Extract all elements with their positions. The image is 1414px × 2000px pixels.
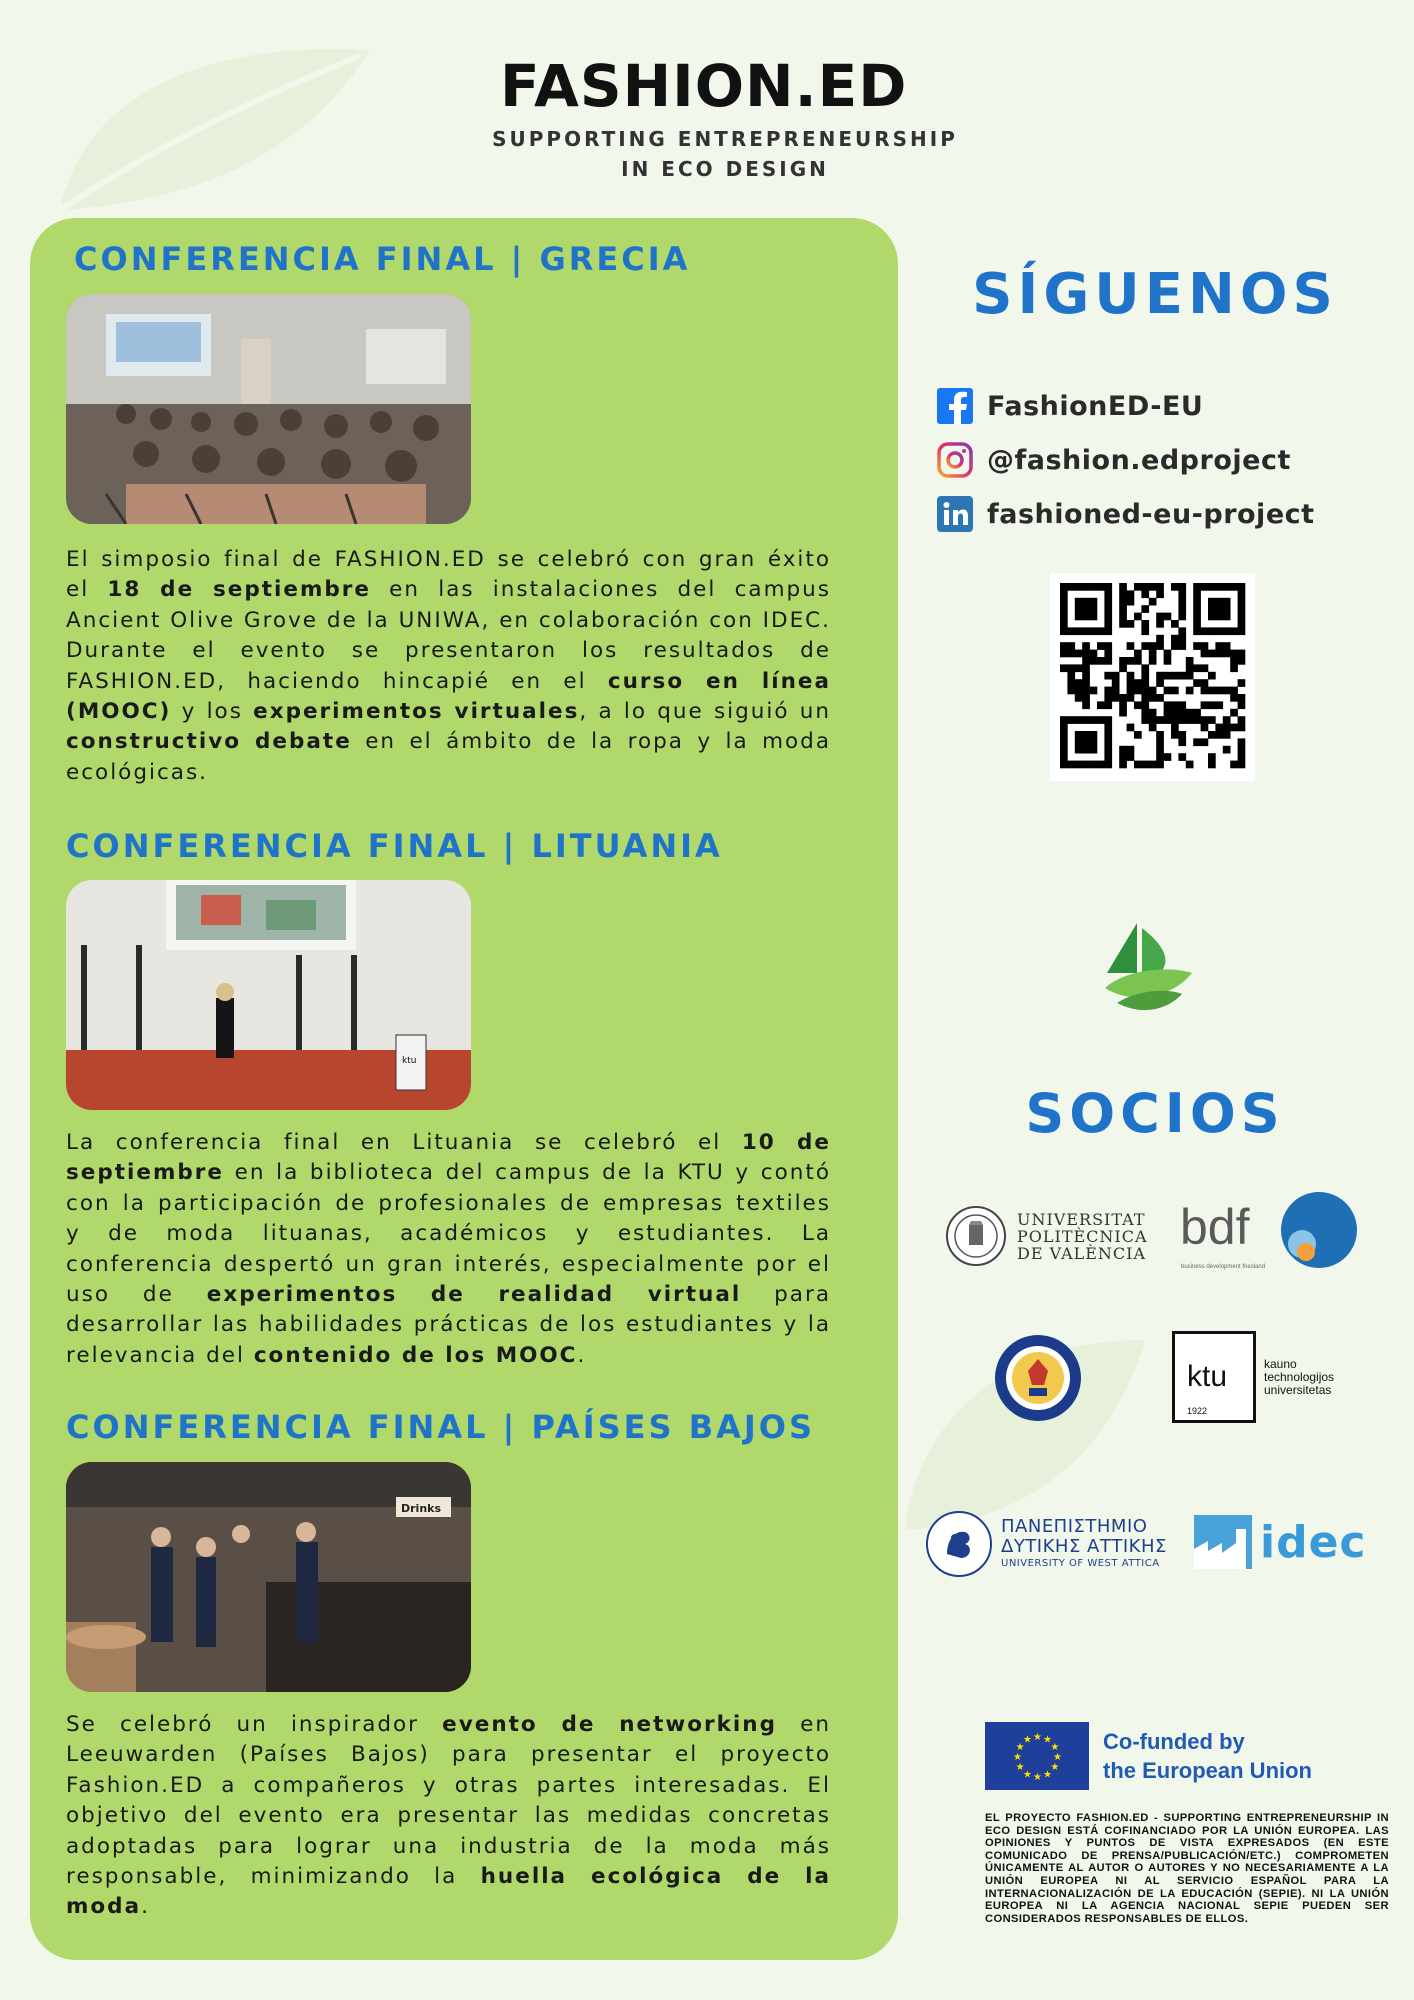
highlight-text: evento de networking: [442, 1712, 777, 1737]
linkedin-link[interactable]: [937, 496, 1315, 532]
uniwa-name-line: ΔΥΤΙΚΗΣ ΑΤΤΙΚΗΣ: [1001, 1536, 1167, 1557]
eu-star-icon: ★: [1015, 1762, 1025, 1773]
eu-star-icon: ★: [1013, 1752, 1022, 1763]
section-title-lituania: CONFERENCIA FINAL | LITUANIA: [66, 827, 723, 865]
body-text-segment: .: [577, 1342, 587, 1368]
eu-star-icon: ★: [1015, 1742, 1025, 1753]
partners-title: SOCIOS: [1025, 1082, 1285, 1145]
section-title-grecia: CONFERENCIA FINAL | GRECIA: [74, 240, 691, 278]
idec-wordmark: idec: [1260, 1516, 1367, 1568]
ktu-name-line: kauno: [1264, 1356, 1297, 1371]
instagram-icon: [937, 442, 973, 478]
eu-star-icon: ★: [1033, 1772, 1042, 1783]
eu-disclaimer: EL PROYECTO FASHION.ED - SUPPORTING ENTREPRENEURSHIP IN ECO DESIGN ESTÁ COFINANCIADO POR LA UNIÓN EUROPEA. LAS OPINIONES Y PUNTOS DE VISTA EXPRESADOS (EN ESTE COMUNICADO DE PRENSA/PUBLICACIÓN/ETC.) COMPROMETEN ÚNICAMENTE AL AUTOR O AUTORES Y NO NECESARIAMENTE A LA UNIÓN EUROPEA NI AL SERVICIO ESPAÑOL PARA LA INTERNACIONALIZACIÓN DE LA EDUCACIÓN (SEPIE). NI LA UNIÓN EUROPEA NI LA AGENCIA NACIONAL SEPIE PUEDEN SER CONSIDERADOS RESPONSABLES DE ELLOS.: [985, 1812, 1389, 1925]
eu-star-icon: ★: [1023, 1769, 1032, 1781]
body-text-segment: La conferencia final en Lituania se celebró el: [66, 1130, 742, 1155]
eu-cofunded-badge: [985, 1722, 1312, 1790]
svg-text:Drinks: Drinks: [401, 1502, 442, 1515]
highlight-text: experimentos de realidad virtual: [206, 1282, 742, 1308]
partner-bdf-logo[interactable]: [1180, 1192, 1360, 1272]
instagram-handle: @fashion.edproject: [987, 444, 1291, 476]
body-text-segment: en las instalaciones del campus Ancient Olive Grove de la UNIWA, en colaboración con IDEC. Durante el evento se presentaron los resultados de FASHION.ED, haciendo hincapié en el: [66, 577, 831, 694]
eu-star-icon: ★: [1053, 1752, 1062, 1763]
brand-logo: FASHION.ED: [500, 52, 908, 120]
linkedin-icon: [937, 496, 973, 532]
leaf-watermark-top-icon: [40, 20, 380, 220]
photo-lituania: [66, 880, 471, 1110]
eu-star-icon: ★: [1043, 1734, 1052, 1746]
photo-grecia: [66, 294, 471, 524]
bdf-subtitle: business development friesland: [1181, 1264, 1266, 1270]
facebook-link[interactable]: [937, 388, 1203, 424]
eco-leaf-logo-icon: [1097, 918, 1197, 1018]
svg-text:ktu: ktu: [402, 1056, 417, 1066]
ktu-year: 1922: [1187, 1406, 1208, 1416]
body-text-segment: para desarrollar las habilidades prácticas de los estudiantes y la relevancia del: [66, 1282, 831, 1368]
section-text-grecia: [66, 545, 831, 788]
partner-uniwa-logo[interactable]: [925, 1510, 1167, 1578]
eu-star-icon: ★: [1043, 1769, 1052, 1781]
eu-line: the European Union: [1103, 1758, 1312, 1783]
partner-upv-logo[interactable]: [945, 1205, 1148, 1267]
ktu-wordmark: ktu: [1187, 1360, 1228, 1393]
uniwa-seal-icon: [925, 1510, 993, 1578]
highlight-text: experimentos virtuales: [253, 699, 580, 725]
bdf-wordmark: bdf: [1180, 1199, 1250, 1255]
tagline: [470, 124, 980, 184]
body-text-segment: .: [141, 1894, 150, 1920]
facebook-handle: FashionED-EU: [987, 390, 1204, 422]
uniwa-name-line: ΠΑΝΕΠΙΣΤΗΜΙΟ: [1001, 1516, 1148, 1537]
highlight-text: huella ecológica de la moda: [66, 1864, 831, 1920]
highlight-text: constructivo debate: [66, 729, 352, 755]
eu-star-icon: ★: [1050, 1742, 1060, 1753]
highlight-text: curso en línea (MOOC): [66, 668, 831, 725]
upv-name-line: POLITÈCNICA: [1017, 1226, 1148, 1246]
eu-flag-icon: [985, 1722, 1089, 1790]
body-text-segment: Se celebró un inspirador: [66, 1712, 443, 1737]
partner-oradea-logo[interactable]: [993, 1333, 1083, 1427]
uniwa-name-line: UNIVERSITY OF WEST ATTICA: [1001, 1558, 1160, 1569]
body-text-segment: , a lo que siguió un: [579, 699, 832, 725]
qr-code[interactable]: [1050, 573, 1255, 781]
highlight-text: 10 de septiembre: [66, 1130, 831, 1186]
highlight-text: contenido de los MOOC: [253, 1342, 578, 1368]
section-text-lituania: [66, 1128, 831, 1371]
upv-seal-icon: [945, 1205, 1007, 1267]
upv-name-line: UNIVERSITAT: [1017, 1209, 1146, 1229]
oradea-seal-icon: [993, 1333, 1083, 1423]
section-text-paises-bajos: [66, 1710, 831, 1923]
section-title-paises-bajos: CONFERENCIA FINAL | PAÍSES BAJOS: [66, 1408, 816, 1446]
eu-star-icon: ★: [1033, 1732, 1042, 1743]
tagline-line: SUPPORTING ENTREPRENEURSHIP: [492, 127, 958, 151]
upv-name-line: DE VALÈNCIA: [1017, 1243, 1147, 1263]
idec-logo-icon: [1192, 1513, 1254, 1571]
follow-title: SÍGUENOS: [972, 262, 1338, 327]
ktu-name-line: universitetas: [1264, 1382, 1332, 1397]
ktu-name-line: technologijos: [1264, 1369, 1335, 1384]
eu-star-icon: ★: [1050, 1762, 1060, 1773]
instagram-link[interactable]: [937, 442, 1291, 478]
partner-ktu-logo[interactable]: [1172, 1331, 1334, 1423]
body-text-segment: y los: [171, 699, 254, 725]
body-text-segment: en la biblioteca del campus de la KTU y contó con la participación de profesionales de empresas textiles y de moda lituanas, académicos y estudiantes. La conferencia despertó un gran interés, especialmente por el uso de: [66, 1160, 831, 1308]
facebook-icon: [937, 388, 973, 424]
tagline-line: IN ECO DESIGN: [621, 157, 829, 181]
body-text-segment: en Leeuwarden (Países Bajos) para presentar el proyecto Fashion.ED a compañeros y otras partes interesadas. El objetivo del evento era presentar las medidas concretas adoptadas para lograr una industria de la moda más responsable, minimizando la: [66, 1712, 831, 1890]
photo-paises-bajos: [66, 1462, 471, 1692]
linkedin-handle: fashioned-eu-project: [987, 498, 1315, 530]
eu-line: Co-funded by: [1103, 1729, 1245, 1754]
highlight-text: 18 de septiembre: [107, 577, 371, 603]
eu-star-icon: ★: [1023, 1734, 1032, 1746]
body-text-segment: El simposio final de FASHION.ED se celebró con gran éxito el: [66, 547, 831, 603]
partner-idec-logo[interactable]: [1192, 1513, 1367, 1571]
body-text-segment: en el ámbito de la ropa y la moda ecológicas.: [66, 729, 832, 785]
